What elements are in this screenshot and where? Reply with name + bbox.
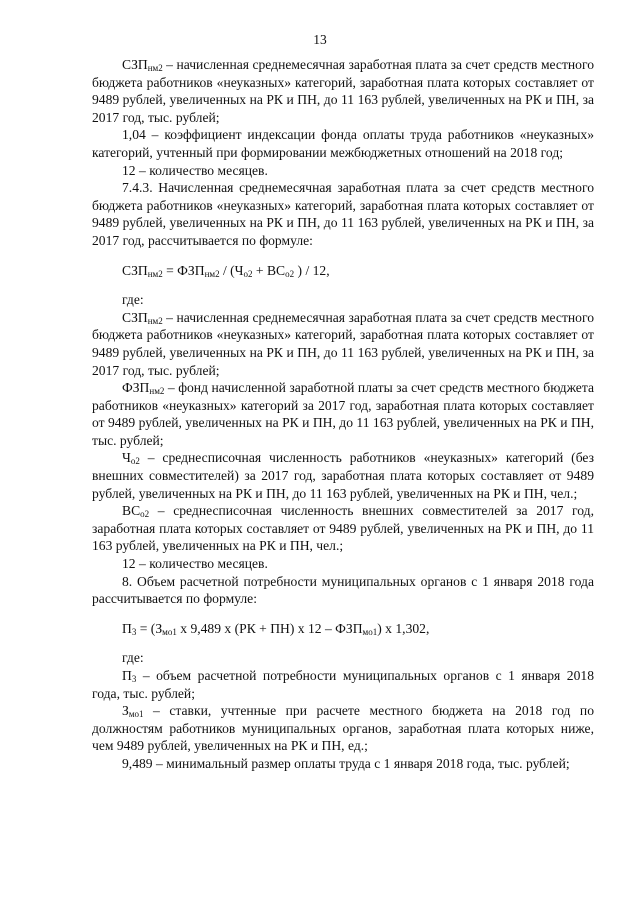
- formula: $П_3 = (З_{мо1}$ х 9,489 х (РК + ПН) х $12 - ФЗП_{мо1}$) х 1,302,: [122, 620, 430, 637]
- paragraph: $Ч_{о2}$ – среднесписочная численность работников «неуказных» категорий (без внешних совместителей) за 2017 год, заработная плата которых составляет от 9489 рублей, увеличенных на РК и ПН, до 11 163 рублей, увеличенных на РК и ПН, чел.;: [92, 450, 594, 501]
- paragraph: 9,489 – минимальный размер оплаты труда с 1 января 2018 года, тыс. рублей;: [122, 755, 570, 771]
- document-body: [92, 56, 594, 773]
- paragraph: $П_3$ – объем расчетной потребности муниципальных органов с 1 января 2018 года, тыс. рублей;: [92, 668, 594, 701]
- page-number: 13: [313, 32, 327, 47]
- paragraph: 7.4.3. Начисленная среднемесячная заработная плата за счет средств местного бюджета работников «неуказных» категорий, заработная плата которых составляет от 9489 рублей, увеличенных на РК и ПН, до 11 163 рублей, увеличенных на РК и ПН, за 2017 год, рассчитывается по формуле:: [92, 180, 594, 248]
- paragraph: где:: [122, 650, 144, 666]
- paragraph: $СЗП_{нм2}$ – начисленная среднемесячная заработная плата за счет средств местного бюджета работников «неуказных» категорий, заработная плата которых составляет от 9489 рублей, увеличенных на РК и ПН, до 11 163 рублей, увеличенных на РК и ПН, за 2017 год, тыс. рублей;: [92, 309, 594, 378]
- paragraph: где:: [122, 292, 144, 308]
- formula: $СЗП_{нм2} = ФЗП_{нм2} / (Ч_{о2} + ВС_{о2}$ ) / 12,: [122, 262, 330, 279]
- paragraph: 12 – количество месяцев.: [122, 162, 268, 178]
- paragraph: 1,04 – коэффициент индексации фонда оплаты труда работников «неуказных» категорий, учтенный при формировании межбюджетных отношений на 2018 год;: [92, 127, 594, 160]
- paragraph: $ВС_{о2}$ – среднесписочная численность внешних совместителей за 2017 год, заработная плата которых составляет от 9489 рублей, увеличенных на РК и ПН, до 11 163 рублей, увеличенных на РК и ПН, чел.;: [92, 503, 594, 554]
- paragraph: $СЗП_{нм2}$ – начисленная среднемесячная заработная плата за счет средств местного бюджета работников «неуказных» категорий, заработная плата которых составляет от 9489 рублей, увеличенных на РК и ПН, до 11 163 рублей, увеличенных на РК и ПН, за 2017 год, тыс. рублей;: [92, 57, 594, 125]
- paragraph: $ФЗП_{нм2}$ – фонд начисленной заработной платы за счет средств местного бюджета работников «неуказных» категорий за 2017 год, заработная плата которых составляет от 9489 рублей, увеличенных на РК и ПН, до 11 163 рублей, увеличенных на РК и ПН, тыс. рублей;: [92, 380, 594, 448]
- paragraph: $З_{мо1}$ – ставки, учтенные при расчете местного бюджета на 2018 год по должностям работников муниципальных органов, заработная плата которых ниже, чем 9489 рублей, увеличенных на РК и ПН, ед.;: [92, 703, 594, 754]
- paragraph: 12 – количество месяцев.: [122, 556, 268, 572]
- paragraph: 8. Объем расчетной потребности муниципальных органов с 1 января 2018 года рассчитывается по формуле:: [92, 573, 594, 607]
